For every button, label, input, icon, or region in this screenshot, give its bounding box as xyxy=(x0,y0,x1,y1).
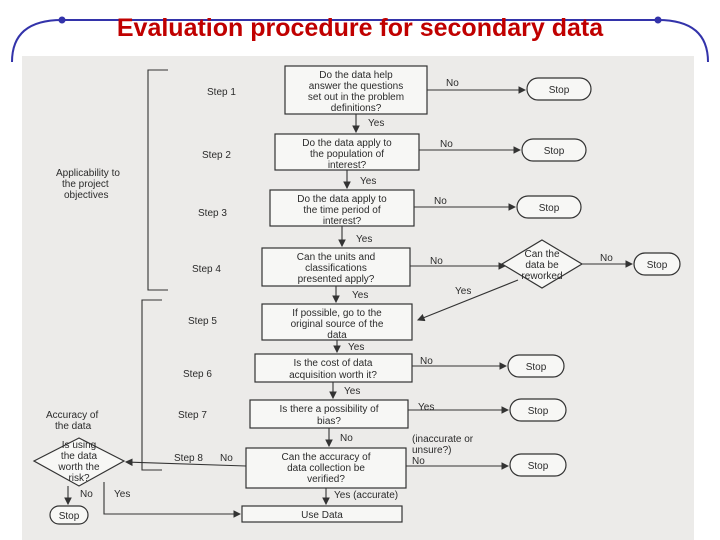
q4-line-1: Can the units and xyxy=(296,252,376,263)
step-4-label: Step 4 xyxy=(192,264,221,275)
q8-accurate-label: Yes (accurate) xyxy=(334,490,399,501)
bracket-applicability xyxy=(148,70,168,290)
stop-1-label: Stop xyxy=(548,85,570,96)
q1-line-3: set out in the problem xyxy=(307,92,405,103)
accuracy-label-2: the data xyxy=(55,421,92,432)
rework-line-1: Can the xyxy=(524,249,560,260)
step-8-no-label: No xyxy=(220,453,233,464)
rework-no-label: No xyxy=(600,253,613,264)
q2-line-3: interest? xyxy=(327,160,367,171)
stop-2-label: Stop xyxy=(543,146,565,157)
applicability-label-3: objectives xyxy=(64,190,109,201)
q1-no-label: No xyxy=(446,78,459,89)
rework-yes-label: Yes xyxy=(455,286,472,297)
q3-line-2: the time period of xyxy=(303,205,381,216)
risk-yes-label: Yes xyxy=(114,489,131,500)
stop-8-label: Stop xyxy=(527,461,549,472)
q5-yes-label: Yes xyxy=(348,342,365,353)
q4-line-3: presented apply? xyxy=(297,274,375,285)
q8-line-2: data collection be xyxy=(287,463,365,474)
q7-line-1: Is there a possibility of xyxy=(279,404,379,415)
q7-line-2: bias? xyxy=(317,416,341,427)
step-3-label: Step 3 xyxy=(198,208,227,219)
stop-6-label: Stop xyxy=(525,362,547,373)
q6-line-1: Is the cost of data xyxy=(293,358,373,369)
risk-no-label: No xyxy=(80,489,93,500)
risk-q-2: the data xyxy=(60,451,98,462)
q1-line-1: Do the data help xyxy=(319,70,393,81)
step-8-label: Step 8 xyxy=(174,453,203,464)
q2-line-2: the population of xyxy=(310,149,384,160)
q1-line-2: answer the questions xyxy=(308,81,404,92)
q1-line-4: definitions? xyxy=(330,103,382,114)
step-7-label: Step 7 xyxy=(178,410,207,421)
q3-line-1: Do the data apply to xyxy=(297,194,387,205)
stop-7-label: Stop xyxy=(527,406,549,417)
step-2-label: Step 2 xyxy=(202,150,231,161)
rework-line-3: reworked xyxy=(521,271,563,282)
q8-line-1: Can the accuracy of xyxy=(281,452,371,463)
q3-line-3: interest? xyxy=(322,216,362,227)
q6-no-label: No xyxy=(420,356,433,367)
q8-no-label: No xyxy=(412,456,425,467)
stop-risk-label: Stop xyxy=(58,511,80,522)
q4-yes-label: Yes xyxy=(352,290,369,301)
risk-q-1: Is using xyxy=(61,440,97,451)
q4-line-2: classifications xyxy=(305,263,367,274)
q3-no-label: No xyxy=(434,196,447,207)
q4-no-label: No xyxy=(430,256,443,267)
q8-inaccurate-1: (inaccurate or xyxy=(412,434,474,445)
stop-rework-label: Stop xyxy=(646,260,668,271)
q7-yes-label: Yes xyxy=(418,402,435,413)
q8-inaccurate-2: unsure?) xyxy=(412,445,452,456)
q6-yes-label: Yes xyxy=(344,386,361,397)
q7-no-label: No xyxy=(340,433,353,444)
risk-q-3: worth the xyxy=(58,462,100,473)
q5-line-2: original source of the xyxy=(290,319,384,330)
use-data-label: Use Data xyxy=(301,510,343,521)
q3-yes-label: Yes xyxy=(356,234,373,245)
step-6-label: Step 6 xyxy=(183,369,212,380)
step-5-label: Step 5 xyxy=(188,316,217,327)
q1-yes-label: Yes xyxy=(368,118,385,129)
q2-line-1: Do the data apply to xyxy=(302,138,392,149)
step-1-label: Step 1 xyxy=(207,87,236,98)
q5-line-1: If possible, go to the xyxy=(292,308,382,319)
q6-line-2: acquisition worth it? xyxy=(289,370,377,381)
risk-q-4: risk? xyxy=(68,473,90,484)
q8-line-3: verified? xyxy=(307,474,345,485)
applicability-label-2: the project xyxy=(62,179,109,190)
rework-line-2: data be xyxy=(525,260,559,271)
bracket-accuracy xyxy=(142,300,162,470)
applicability-label-1: Applicability to xyxy=(56,168,120,179)
stop-3-label: Stop xyxy=(538,203,560,214)
q2-no-label: No xyxy=(440,139,453,150)
q2-yes-label: Yes xyxy=(360,176,377,187)
page-title: Evaluation procedure for secondary data xyxy=(116,14,604,42)
q5-line-3: data xyxy=(327,330,347,341)
accuracy-label-1: Accuracy of xyxy=(46,410,99,421)
